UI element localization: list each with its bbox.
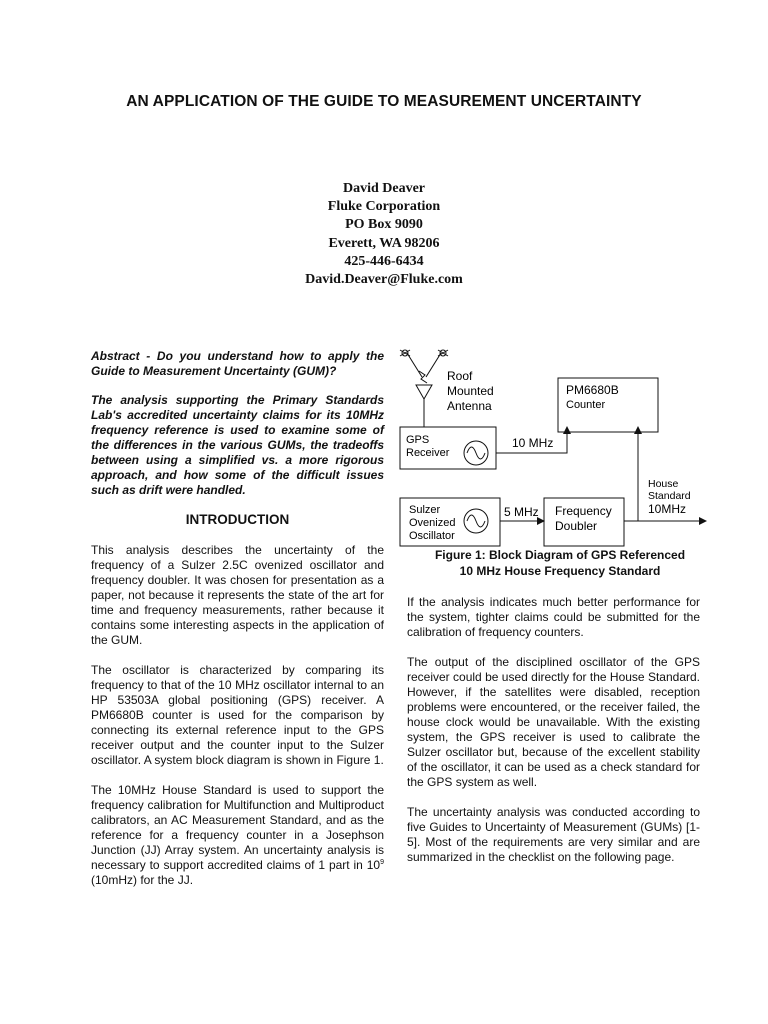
- sulzer-label-line-2: Ovenized: [409, 517, 456, 529]
- author-company: Fluke Corporation: [327, 199, 441, 215]
- doubler-label-line-1: Frequency: [555, 504, 612, 518]
- sulzer-frequency-label: 5 MHz: [504, 505, 539, 519]
- intro-paragraph-2: The oscillator is characterized by comparing its frequency to that of the 10 MHz oscillator internal to an HP 53503A global positioning (GPS) receiver. A PM6680B counter is used for the comparison by connecting its external reference input to the GPS receiver output and the counter input to the Sulzer oscillator. A system block diagram is shown in Figure 1.: [91, 663, 384, 767]
- right-column: [407, 595, 700, 880]
- author-email: David.Deaver@Fluke.com: [305, 272, 463, 288]
- intro-paragraph-3-text: The 10MHz House Standard is used to support the frequency calibration for Multifunction and Multiproduct calibrators, an AC Measurement Standard, and as the reference for a frequency counter in a Josephson Junction (JJ) Array system. An uncertainty analysis is necessary to support accredited claims of 1 part in 10: [91, 783, 384, 872]
- figure-caption-line-2: 10 MHz House Frequency Standard: [459, 563, 661, 578]
- counter-label-line-1: PM6680B: [566, 383, 619, 397]
- figure-caption-line-1: Figure 1: Block Diagram of GPS Referenced: [434, 548, 686, 562]
- sulzer-label-line-3: Oscillator: [409, 530, 455, 542]
- paper-title: AN APPLICATION OF THE GUIDE TO MEASUREMENT UNCERTAINTY: [126, 93, 642, 110]
- sine-wave-icon: [464, 509, 488, 533]
- counter-label-line-2: Counter: [566, 399, 606, 411]
- left-column: [91, 349, 384, 903]
- figure-caption: [400, 548, 720, 579]
- right-paragraph-3: The uncertainty analysis was conducted according to five Guides to Uncertainty of Measurement (GUMs) [1-5]. Most of the requirements are very similar and are summarized in the checklist on the following page.: [407, 805, 700, 864]
- author-phone: 425-446-6434: [344, 253, 424, 269]
- abstract-body: The analysis supporting the Primary Standards Lab's accredited uncertainty claims for its 10MHz frequency reference is used to examine some of the differences in the various GUMs, the tradeoffs between using a simplified vs. a more rigorous approach, and how some of the difficult issues such as drift were handled.: [91, 393, 384, 497]
- gps-label-line-1: GPS: [406, 434, 430, 446]
- gps-label-line-2: Receiver: [406, 447, 450, 459]
- antenna-label-line-1: Roof: [447, 369, 473, 383]
- intro-paragraph-3-tail: (10mHz) for the JJ.: [91, 873, 194, 887]
- antenna-icon: [400, 350, 448, 427]
- gps-frequency-label: 10 MHz: [512, 436, 554, 450]
- abstract-question: Abstract - Do you understand how to apply the Guide to Measurement Uncertainty (GUM)?: [91, 349, 384, 378]
- right-paragraph-2: The output of the disciplined oscillator of the GPS receiver could be used directly for the House Standard. However, if the satellites were disabled, reception problems were encountered, or the receiver failed, the house clock would be unavailable. With the existing system, the GPS receiver is used to calibrate the Sulzer oscillator but, because of the excellent stability of the oscillator, it can be used as a check standard for the GPS system as well.: [407, 655, 700, 789]
- sulzer-label-line-1: Sulzer: [409, 504, 441, 516]
- house-label-line-2: Standard: [648, 490, 691, 502]
- author-name: David Deaver: [342, 181, 426, 196]
- antenna-label-line-2: Mounted: [447, 384, 494, 398]
- doubler-label-line-2: Doubler: [555, 519, 598, 533]
- antenna-label-line-3: Antenna: [447, 399, 492, 413]
- introduction-heading: INTRODUCTION: [185, 512, 290, 527]
- right-paragraph-1: If the analysis indicates much better performance for the system, tighter claims could be submitted for the calibration of frequency counters.: [407, 595, 700, 639]
- author-block: [0, 180, 768, 289]
- exponent-superscript: 9: [380, 859, 384, 866]
- sine-wave-icon: [464, 441, 488, 465]
- block-diagram: [392, 345, 722, 542]
- intro-paragraph-3: [91, 783, 384, 888]
- author-city: Everett, WA 98206: [328, 235, 440, 251]
- author-po-box: PO Box 9090: [345, 217, 423, 233]
- house-label-line-1: House: [648, 478, 679, 490]
- house-label-line-3: 10MHz: [648, 502, 687, 516]
- intro-paragraph-1: This analysis describes the uncertainty of the frequency of a Sulzer 2.5C ovenized oscillator and frequency doubler. It was chosen for presentation as a paper, not because it represents the state of the art for time and frequency measurements, rather because it contains some interesting aspects in the application of the GUM.: [91, 543, 384, 647]
